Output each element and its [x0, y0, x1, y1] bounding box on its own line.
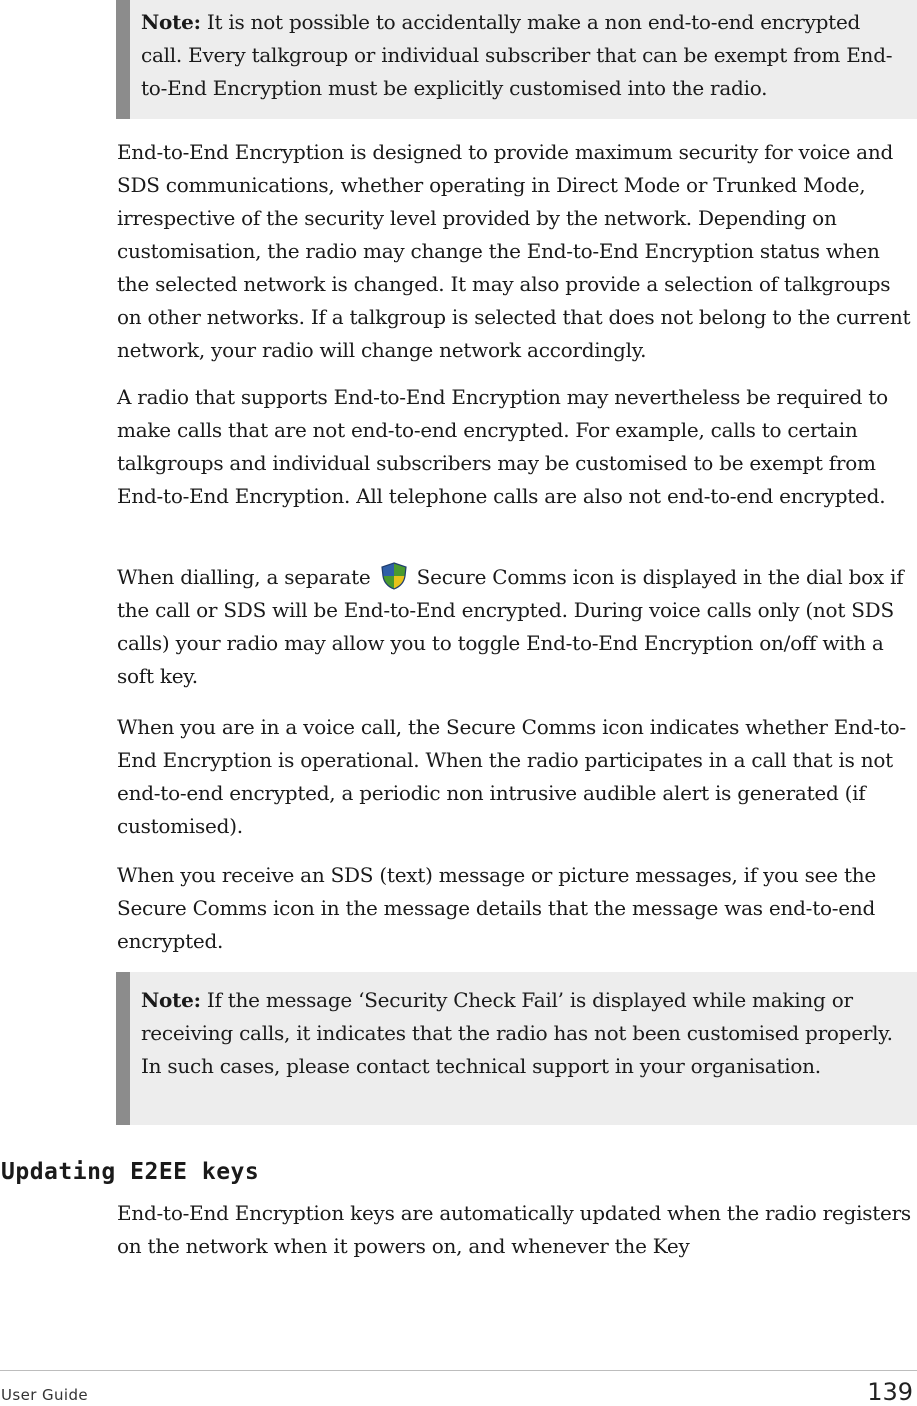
paragraph-secure-comms-icon	[117, 561, 917, 693]
note-label: Note:	[141, 10, 201, 34]
section-heading: Updating E2EE keys	[1, 1159, 260, 1185]
note-text: If the message ‘Security Check Fail’ is displayed while making or receiving calls, it indicates that the radio has not been customised properly. In such cases, please contact technical support in your organisation.	[141, 988, 893, 1078]
note-text: It is not possible to accidentally make a non end-to-end encrypted call. Every talkgroup or individual subscriber that can be exempt from End-to-End Encryption must be explicitly customised into the radio.	[141, 10, 893, 100]
note-box-e2ee-exemption	[116, 0, 917, 119]
paragraph-voice-call-indicator: When you are in a voice call, the Secure Comms icon indicates whether End-to-End Encryption is operational. When the radio participates in a call that is not end-to-end encrypted, a periodic non intrusive audible alert is generated (if customised).	[117, 715, 906, 838]
footer-document-title: User Guide	[1, 1386, 89, 1404]
page-number: 139	[867, 1378, 913, 1406]
paragraph-e2ee-overview: End-to-End Encryption is designed to provide maximum security for voice and SDS communications, whether operating in Direct Mode or Trunked Mode, irrespective of the security level provided by the network. Depending on customisation, the radio may change the End-to-End Encryption status when the selected network is changed. It may also provide a selection of talkgroups on other networks. If a talkgroup is selected that does not belong to the current network, your radio will change network accordingly.	[117, 140, 911, 362]
paragraph-text-before-icon: When dialling, a separate	[117, 565, 371, 589]
paragraph-e2ee-exemptions: A radio that supports End-to-End Encryption may nevertheless be required to make calls that are not end-to-end encrypted. For example, calls to certain talkgroups and individual subscribers may be customised to be exempt from End-to-End Encryption. All telephone calls are also not end-to-end encrypted.	[117, 385, 888, 508]
footer-divider	[0, 1370, 917, 1371]
note-box-security-check	[116, 972, 917, 1125]
paragraph-key-updates: End-to-End Encryption keys are automatically updated when the radio registers on the network when it powers on, and whenever the Key	[117, 1201, 911, 1258]
note-label: Note:	[141, 988, 201, 1012]
shield-icon	[379, 561, 409, 591]
paragraph-sds-messages: When you receive an SDS (text) message or picture messages, if you see the Secure Comms icon in the message details that the message was end-to-end encrypted.	[117, 863, 876, 953]
paragraph-text-after-icon: Secure Comms icon is displayed in the dial box if the call or SDS will be End-to-End encrypted. During voice calls only (not SDS calls) your radio may allow you to toggle End-to-End Encryption on/off with a soft key.	[117, 565, 904, 688]
